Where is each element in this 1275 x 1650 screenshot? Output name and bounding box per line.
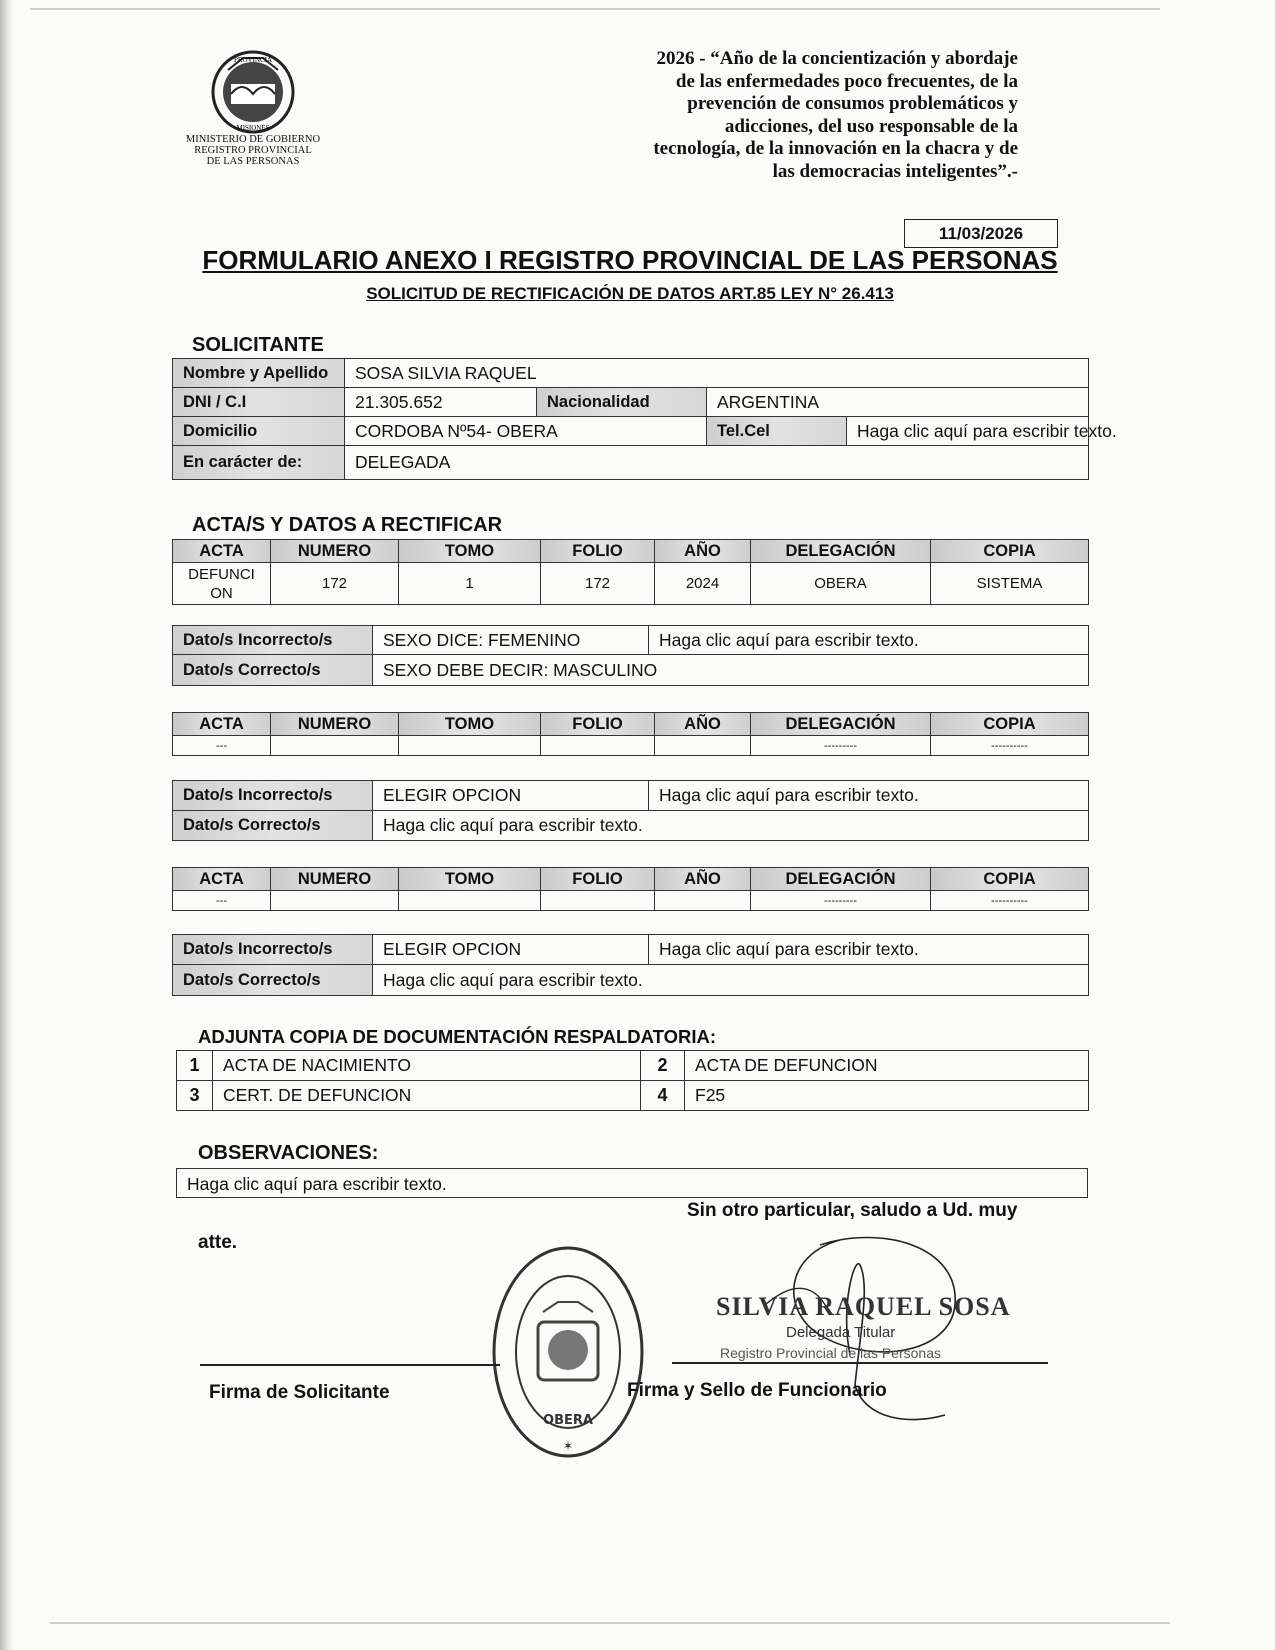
acta-tipo-field[interactable]: --- [173,891,271,911]
label-incorrectos: Dato/s Incorrecto/s [173,935,373,965]
header-numero: NUMERO [271,713,399,736]
header-copia: COPIA [931,713,1089,736]
header-numero: NUMERO [271,868,399,891]
header-copia: COPIA [931,540,1089,563]
label-domicilio: Domicilio [173,417,345,446]
closing-line-2: atte. [198,1232,238,1253]
acta-tomo-field[interactable] [399,891,541,911]
firma-solicitante-label: Firma de Solicitante [209,1382,390,1403]
acta-folio-field[interactable]: 172 [541,563,655,605]
form-subtitle: SOLICITUD DE RECTIFICACIÓN DE DATOS ART.85 LEY N° 26.413 [366,284,894,303]
datos-table-2 [172,780,1089,841]
acta-delegacion-field[interactable]: --------- [751,891,931,911]
acta-copia-field[interactable]: ---------- [931,736,1089,756]
nacionalidad-field[interactable]: ARGENTINA [707,388,1089,417]
doc-number: 3 [177,1081,213,1111]
label-incorrectos: Dato/s Incorrecto/s [173,626,373,655]
svg-text:✶: ✶ [562,1439,574,1453]
header-tomo: TOMO [399,713,541,736]
motto-line: tecnología, de la innovación en la chacra y de [653,138,1018,159]
scan-line-top [30,8,1160,10]
doc-number: 4 [641,1081,685,1111]
header-tomo: TOMO [399,868,541,891]
dato-incorrecto-field[interactable]: SEXO DICE: FEMENINO [373,626,649,655]
firma-funcionario-label: Firma y Sello de Funcionario [627,1380,887,1401]
solicitante-table [172,358,1117,480]
acta-numero-field[interactable] [271,736,399,756]
section-title-actas: ACTA/S Y DATOS A RECTIFICAR [192,514,503,536]
acta-folio-field[interactable] [541,736,655,756]
header-folio: FOLIO [541,868,655,891]
header-delegacion: DELEGACIÓN [751,713,931,736]
section-title-adjunta: ADJUNTA COPIA DE DOCUMENTACIÓN RESPALDATORIA: [198,1026,716,1047]
label-telcel: Tel.Cel [707,417,847,446]
doc-number: 1 [177,1051,213,1081]
label-correctos: Dato/s Correcto/s [173,655,373,686]
dato-incorrecto-select[interactable]: ELEGIR OPCION [373,781,649,811]
logo-text-bottom: MISIONES [236,124,270,132]
closing-line-1: Sin otro particular, saludo a Ud. muy [687,1200,1018,1221]
documents-table [176,1050,1089,1111]
official-role: Delegada Titular [786,1324,896,1341]
label-caracter: En carácter de: [173,446,345,480]
motto-line: prevención de consumos problemáticos y [687,93,1018,114]
header-delegacion: DELEGACIÓN [751,868,931,891]
doc-item-field[interactable]: F25 [685,1081,1089,1111]
dato-correcto-field[interactable]: Haga clic aquí para escribir texto. [373,811,1089,841]
header-copia: COPIA [931,868,1089,891]
section-title-observaciones: OBSERVACIONES: [198,1142,379,1164]
date-field[interactable]: 11/03/2026 [904,219,1058,248]
scan-edge [0,0,14,1650]
acta-copia-field[interactable]: SISTEMA [931,563,1089,605]
acta-table-2 [172,712,1089,756]
header-folio: FOLIO [541,540,655,563]
dni-field[interactable]: 21.305.652 [345,388,537,417]
motto-line: 2026 - “Año de la concientización y abordaje [656,48,1018,69]
acta-delegacion-field[interactable]: OBERA [751,563,931,605]
logo-text-top: PROVINCIA [233,56,273,64]
dato-correcto-field[interactable]: Haga clic aquí para escribir texto. [373,965,1089,996]
telcel-field[interactable]: Haga clic aquí para escribir texto. [847,417,1089,446]
motto-line: adicciones, del uso responsable de la [724,115,1018,137]
datos-table-3 [172,934,1089,996]
ministry-line: MINISTERIO DE GOBIERNO [185,134,321,145]
signature-line-solicitante [200,1364,500,1366]
doc-item-field[interactable]: CERT. DE DEFUNCION [213,1081,641,1111]
signature-line-funcionario [672,1362,1048,1364]
dato-incorrecto-select[interactable]: ELEGIR OPCION [373,935,649,965]
official-registry: Registro Provincial de las Personas [720,1345,941,1361]
header-anio: AÑO [655,540,751,563]
motto-line: las democracias inteligentes”.- [772,160,1018,182]
ministry-caption [168,134,338,167]
year-motto [505,48,1018,183]
header-delegacion: DELEGACIÓN [751,540,931,563]
acta-numero-field[interactable]: 172 [271,563,399,605]
acta-delegacion-field[interactable]: --------- [751,736,931,756]
header-acta: ACTA [173,868,271,891]
official-name: SILVIA RAQUEL SOSA [716,1292,1011,1321]
acta-table-1 [172,539,1089,605]
acta-anio-field[interactable] [655,891,751,911]
header-numero: NUMERO [271,540,399,563]
scan-line-bottom [50,1622,1170,1624]
section-title-solicitante: SOLICITANTE [192,334,324,356]
label-nombre: Nombre y Apellido [173,359,345,388]
acta-anio-field[interactable]: 2024 [655,563,751,605]
acta-table-3 [172,867,1089,911]
dato-incorrecto-extra-field[interactable]: Haga clic aquí para escribir texto. [649,781,1089,811]
doc-item-field[interactable]: ACTA DE DEFUNCION [685,1051,1089,1081]
dato-incorrecto-extra-field[interactable]: Haga clic aquí para escribir texto. [649,626,1089,655]
acta-folio-field[interactable] [541,891,655,911]
acta-tipo-field[interactable]: --- [173,736,271,756]
acta-numero-field[interactable] [271,891,399,911]
datos-table-1 [172,625,1089,686]
acta-tipo-field[interactable]: DEFUNCI ON [173,563,271,605]
ministry-line: REGISTRO PROVINCIAL [194,145,312,156]
header-acta: ACTA [173,540,271,563]
dato-incorrecto-extra-field[interactable]: Haga clic aquí para escribir texto. [649,935,1089,965]
dato-correcto-field[interactable]: SEXO DEBE DECIR: MASCULINO [373,655,1089,686]
label-incorrectos: Dato/s Incorrecto/s [173,781,373,811]
observaciones-field[interactable]: Haga clic aquí para escribir texto. [176,1168,1088,1198]
header-acta: ACTA [173,713,271,736]
acta-anio-field[interactable] [655,736,751,756]
doc-item-field[interactable]: ACTA DE NACIMIENTO [213,1051,641,1081]
stamp-city-text: OBERA [543,1413,593,1428]
form-title: FORMULARIO ANEXO I REGISTRO PROVINCIAL DE LAS PERSONAS [202,245,1058,275]
label-nacionalidad: Nacionalidad [537,388,707,417]
label-correctos: Dato/s Correcto/s [173,811,373,841]
ministry-line: DE LAS PERSONAS [206,156,300,167]
motto-line: de las enfermedades poco frecuentes, de la [675,70,1018,92]
acta-tomo-field[interactable] [399,736,541,756]
label-correctos: Dato/s Correcto/s [173,965,373,996]
header-anio: AÑO [655,713,751,736]
header-anio: AÑO [655,868,751,891]
header-tomo: TOMO [399,540,541,563]
doc-number: 2 [641,1051,685,1081]
domicilio-field[interactable]: CORDOBA Nº54- OBERA [345,417,707,446]
label-dni: DNI / C.I [173,388,345,417]
official-stamp-icon [488,1242,648,1462]
nombre-field[interactable]: SOSA SILVIA RAQUEL [345,359,1089,388]
header-folio: FOLIO [541,713,655,736]
acta-copia-field[interactable]: ---------- [931,891,1089,911]
caracter-field[interactable]: DELEGADA [345,446,1089,480]
acta-tomo-field[interactable]: 1 [399,563,541,605]
